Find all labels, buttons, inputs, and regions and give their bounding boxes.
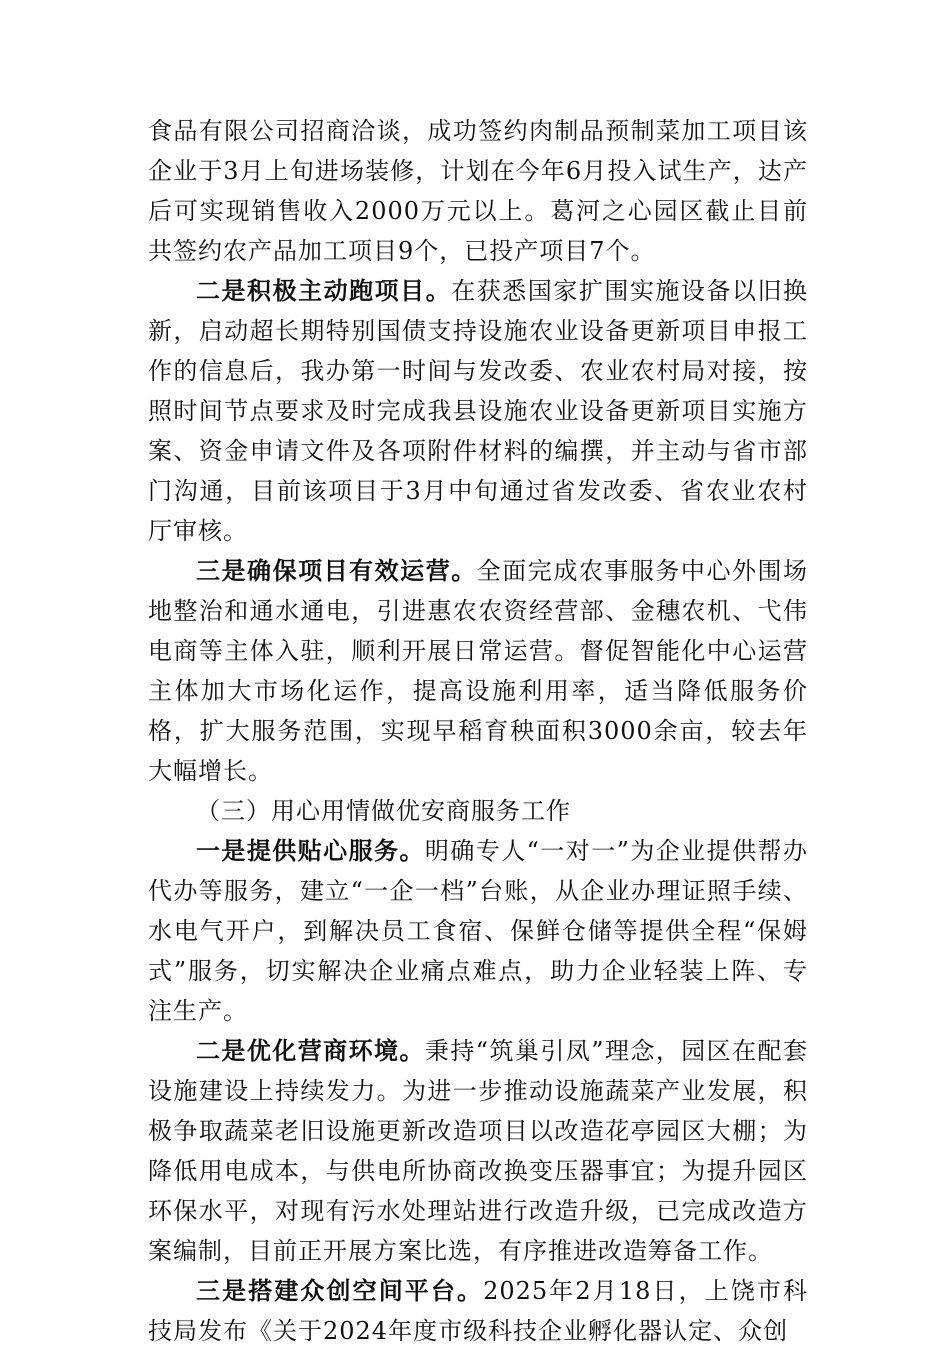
paragraph-text: 2025年2月18日，上饶市科技局发布《关于2024年度市级科技企业孵化器认定、众创	[148, 1277, 809, 1345]
paragraph-lead: 三是确保项目有效运营。	[196, 556, 477, 585]
paragraph-text: 食品有限公司招商洽谈，成功签约肉制品预制菜加工项目该企业于3月上旬进场装修，计划在今年6月投入试生产，达产后可实现销售收入2000万元以上。葛河之心园区截止目前共签约农产品加工项目9个，已投产项目7个。	[148, 117, 808, 265]
paragraph-text: 在获悉国家扩围实施设备以旧换新，启动超长期特别国债支持设施农业设备更新项目申报工作的信息后，我办第一时间与发改委、农业农村局对接，按照时间节点要求及时完成我县设施农业设备更新项目实施方案、资金申请文件及各项附件材料的编撰，并主动与省市部门沟通，目前该项目于3月中旬通过省发改委、省农业农村厅审核。	[148, 277, 809, 545]
paragraph-lead: 二是优化营商环境。	[196, 1036, 425, 1065]
section-heading: （三）用心用情做优安商服务工作	[196, 797, 571, 825]
paragraph-maker-space	[148, 1271, 808, 1351]
paragraph-project-pursuit	[148, 271, 808, 551]
paragraph-project-operation	[148, 551, 808, 791]
paragraph-lead: 一是提供贴心服务。	[196, 836, 425, 865]
paragraph-text: 明确专人“一对一”为企业提供帮办代办等服务，建立“一企一档”台账，从企业办理证照手续、水电气开户，到解决员工食宿、保鲜仓储等提供全程“保姆式”服务，切实解决企业痛点难点，助力企业轻装上阵、专注生产。	[148, 837, 808, 1025]
paragraph-business-environment	[148, 1031, 808, 1271]
document-body	[148, 111, 808, 1351]
paragraph-considerate-service	[148, 831, 808, 1031]
paragraph-continuation	[148, 111, 808, 271]
paragraph-text: 秉持“筑巢引凤”理念，园区在配套设施建设上持续发力。为进一步推动设施蔬菜产业发展，积极争取蔬菜老旧设施更新改造项目以改造花亭园区大棚；为降低用电成本，与供电所协商改换变压器事宜；为提升园区环保水平，对现有污水处理站进行改造升级，已完成改造方案编制，目前正开展方案比选，有序推进改造筹备工作。	[148, 1037, 808, 1265]
paragraph-lead: 三是搭建众创空间平台。	[196, 1276, 484, 1305]
paragraph-text: 全面完成农事服务中心外围场地整治和通水通电，引进惠农农资经营部、金穗农机、弋伟电商等主体入驻，顺利开展日常运营。督促智能化中心运营主体加大市场化运作，提高设施利用率，适当降低服务价格，扩大服务范围，实现早稻育秧面积3000余亩，较去年大幅增长。	[148, 557, 809, 785]
paragraph-lead: 二是积极主动跑项目。	[196, 276, 452, 305]
